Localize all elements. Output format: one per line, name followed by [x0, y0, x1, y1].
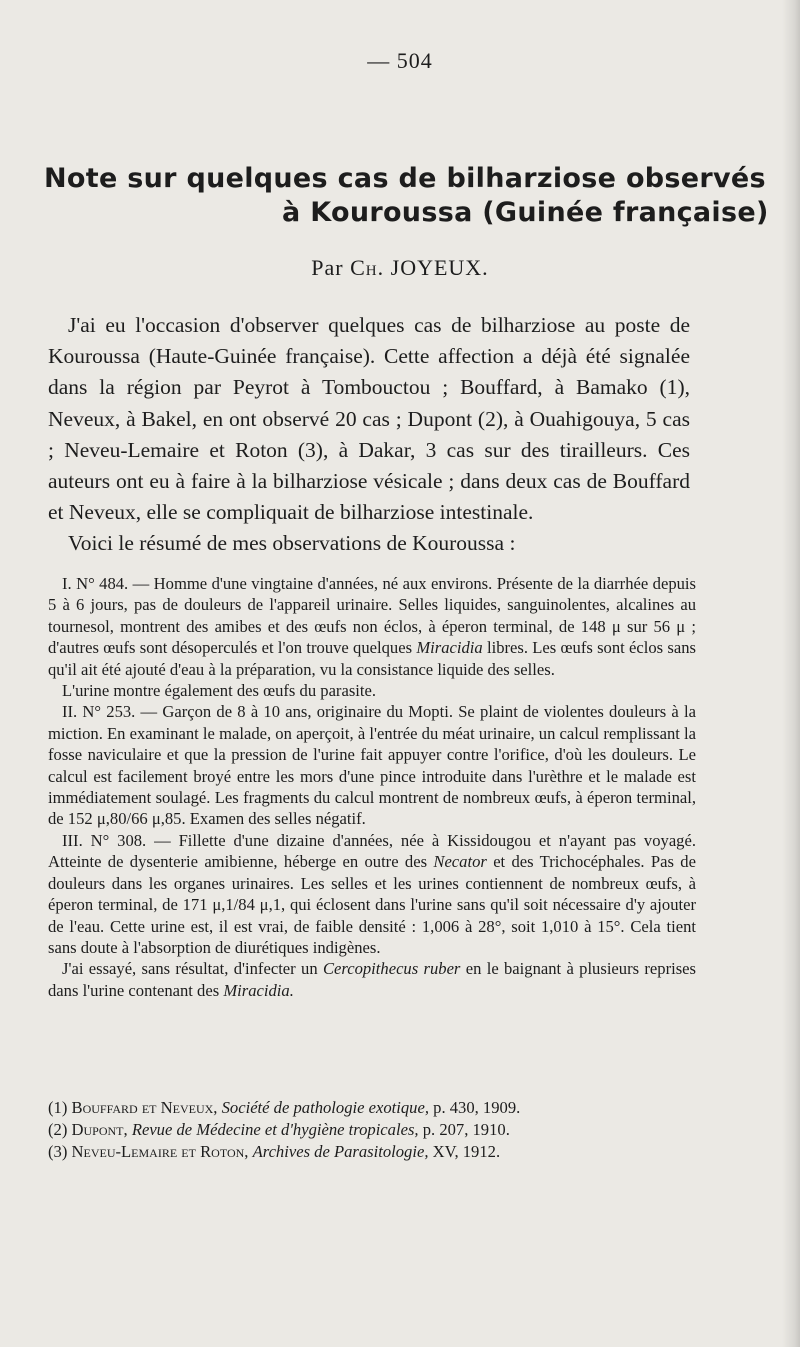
observation-1-italic: Miracidia [416, 638, 483, 658]
final-paragraph [48, 958, 696, 1001]
observation-1-text-a: I. N° 484. — Homme d'une vingtaine d'années, né aux environs. Présente de la diarrhée depuis 5 à 6 jours, pas de douleurs de l'appareil urinaire. Selles liquides, sanguinolentes, alcalines au tournesol, montrent des amibes et des œufs non éclos, à éperon terminal, de 148 μ sur 56 μ ; d'autres œufs sont désoperculés et l'on trouve quelques [48, 574, 696, 658]
observation-3 [48, 830, 696, 958]
footnote-authors: Bouffard et Neveux, [71, 1098, 218, 1117]
byline-prefix: Par [311, 255, 344, 280]
footnotes [48, 1097, 688, 1163]
observation-2: II. N° 253. — Garçon de 8 à 10 ans, originaire du Mopti. Se plaint de violentes douleurs à la miction. En examinant le malade, on aperçoit, à l'entrée du méat urinaire, un calcul remplissant la fosse naviculaire et que la pression de l'urine fait appuyer contre l'orifice, d'où les douleurs. Le calcul est facilement broyé entre les mors d'une pince introduite dans l'urèthre et le malade est immédiatement soulagé. Les fragments du calcul montrent de nombreux œufs, à éperon terminal, de 152 μ,80/66 μ,85. Examen des selles négatif. [48, 702, 696, 829]
introduction [48, 310, 690, 560]
footnote-journal: Société de pathologie exotique, [221, 1098, 429, 1117]
final-text-a: J'ai essayé, sans résultat, d'infecter un [62, 959, 318, 979]
footnote-authors: Neveu-Lemaire et Roton, [71, 1142, 249, 1161]
observations [48, 573, 696, 1001]
article-title-line-1: Note sur quelques cas de bilharziose observés [44, 163, 766, 194]
footnote-reference: p. 430, 1909. [433, 1098, 521, 1117]
final-italic-1: Cercopithecus ruber [322, 959, 461, 979]
final-italic-2: Miracidia. [223, 980, 294, 1000]
footnote-1 [48, 1097, 688, 1119]
footnote-number: (2) [48, 1120, 68, 1139]
intro-paragraph-1: J'ai eu l'occasion d'observer quelques cas de bilharziose au poste de Kouroussa (Haute-Guinée française). Cette affection a déjà été signalée dans la région par Peyrot à Tombouctou ; Bouffard, à Bamako (1), Neveux, à Bakel, en ont observé 20 cas ; Dupont (2), à Ouahigouya, 5 cas ; Neveu-Lemaire et Roton (3), à Dakar, 3 cas sur des tirailleurs. Ces auteurs ont eu à faire à la bilharziose vésicale ; dans deux cas de Bouffard et Neveux, elle se compliquait de bilharziose intestinale. [48, 313, 690, 525]
observation-1 [48, 573, 696, 680]
final-text-b: en le baignant à plusieurs reprises dans l'urine contenant des [48, 959, 697, 1000]
footnote-3 [48, 1141, 688, 1163]
footnote-number: (3) [48, 1142, 68, 1161]
footnote-2 [48, 1119, 688, 1141]
byline [0, 255, 800, 281]
footnote-journal: Archives de Parasitologie, [252, 1142, 429, 1161]
footnote-journal: Revue de Médecine et d'hygiène tropicales, [131, 1120, 419, 1139]
observation-3-text-b: et des Trichocéphales. Pas de douleurs dans les organes urinaires. Les selles et les urines contiennent de nombreux œufs, à éperon terminal, de 171 μ,1/84 μ,1, qui éclosent dans l'urine sans qu'il soit nécessaire d'y ajouter de l'eau. Cette urine est, il est vrai, de faible densité : 1,006 à 28°, soit 1,010 à 15°. Cela tient sans doute à l'absorption de diurétiques indigènes. [48, 852, 696, 957]
observation-3-italic: Necator [433, 852, 487, 872]
page-edge-shadow [782, 0, 800, 1347]
observation-1-text-b: libres. Les œufs sont éclos sans qu'il ait été ajouté d'eau à la préparation, vu la consistance liquide des selles. [48, 638, 696, 679]
byline-author: Ch. JOYEUX. [350, 255, 489, 280]
page-number: — 504 [367, 48, 433, 73]
footnote-reference: XV, 1912. [432, 1142, 501, 1161]
footnote-number: (1) [48, 1098, 68, 1117]
footnote-reference: p. 207, 1910. [422, 1120, 510, 1139]
observation-1-urine: L'urine montre également des œufs du parasite. [62, 681, 377, 701]
article-title-line-2: à Kouroussa (Guinée française) [282, 197, 769, 228]
footnote-authors: Dupont, [71, 1120, 128, 1139]
observation-3-text-a: III. N° 308. — Fillette d'une dizaine d'années, née à Kissidougou et n'ayant pas voyagé. Atteinte de dysenterie amibienne, héberge en outre des [48, 830, 696, 872]
intro-paragraph-2: Voici le résumé de mes observations de Kouroussa : [68, 531, 516, 556]
